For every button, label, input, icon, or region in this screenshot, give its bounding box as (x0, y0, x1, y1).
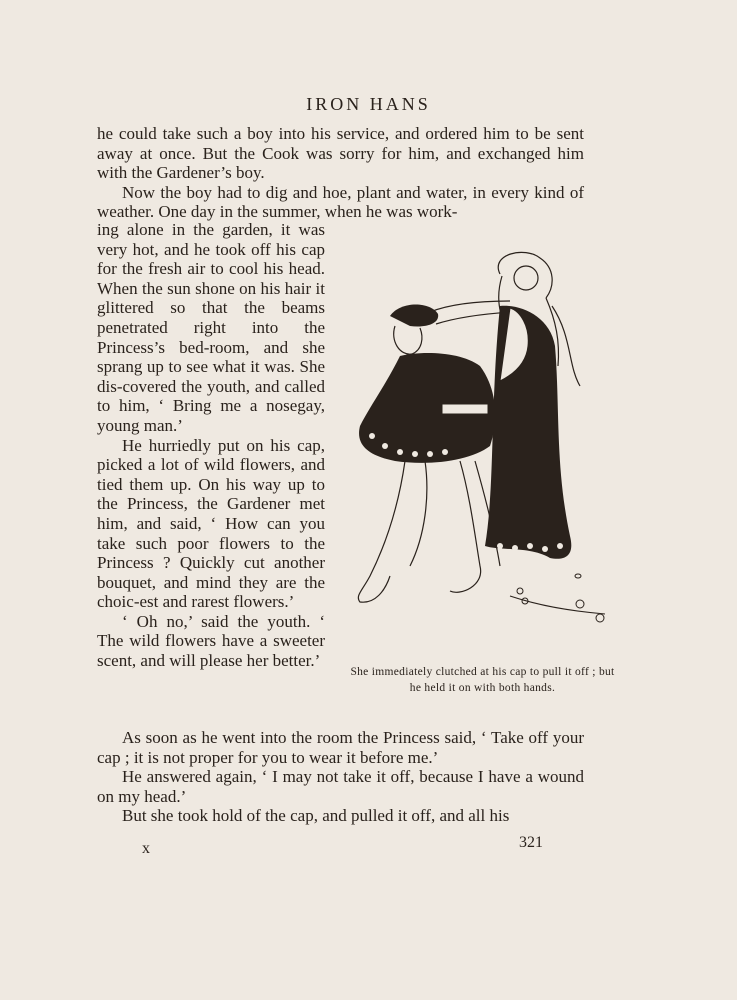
illustration-caption: She immediately clutched at his cap to pull it off ; but he held it on with both hands. (350, 666, 615, 694)
paragraph: He hurriedly put on his cap, picked a lot of wild flowers, and tied them up. On his way up to the Princess, the Gardener met him, and said, ‘ How can you take such poor flowers to the Princess ? Quickly cut another bouquet, and mind they are the choic-est and rarest flowers.’ (97, 435, 325, 612)
paragraph: ‘ Oh no,’ said the youth. ‘ The wild flowers have a sweeter scent, and will please her better.’ (97, 611, 325, 671)
signature-mark: x (142, 840, 150, 857)
top-text-block (97, 124, 584, 222)
paragraph: As soon as he went into the room the Princess said, ‘ Take off your cap ; it is not proper for you to wear it before me.’ (97, 728, 584, 767)
paragraph: he could take such a boy into his service, and ordered him to be sent away at once. But the Cook was sorry for him, and exchanged him with the Gardener’s boy. (97, 124, 584, 183)
bottom-text-block (97, 728, 584, 826)
page-number: 321 (519, 834, 543, 851)
princess-and-youth-drawing (350, 246, 615, 646)
wrapped-text-block (97, 220, 325, 671)
paragraph: ing alone in the garden, it was very hot, and he took off his cap for the fresh air to cool his head. When the sun shone on his hair it glittered so that the beams penetrated right into the Princess’s bed-room, and she sprang up to see what it was. She dis-covered the youth, and called to him, ‘ Bring me a nosegay, young man.’ (97, 220, 325, 435)
illustration (350, 246, 615, 646)
paragraph: Now the boy had to dig and hoe, plant and water, in every kind of weather. One day in the summer, when he was work- (97, 182, 584, 222)
paragraph: He answered again, ‘ I may not take it off, because I have a wound on my head.’ (97, 767, 584, 806)
paragraph: But she took hold of the cap, and pulled it off, and all his (122, 806, 510, 826)
running-head: IRON HANS (306, 94, 431, 114)
